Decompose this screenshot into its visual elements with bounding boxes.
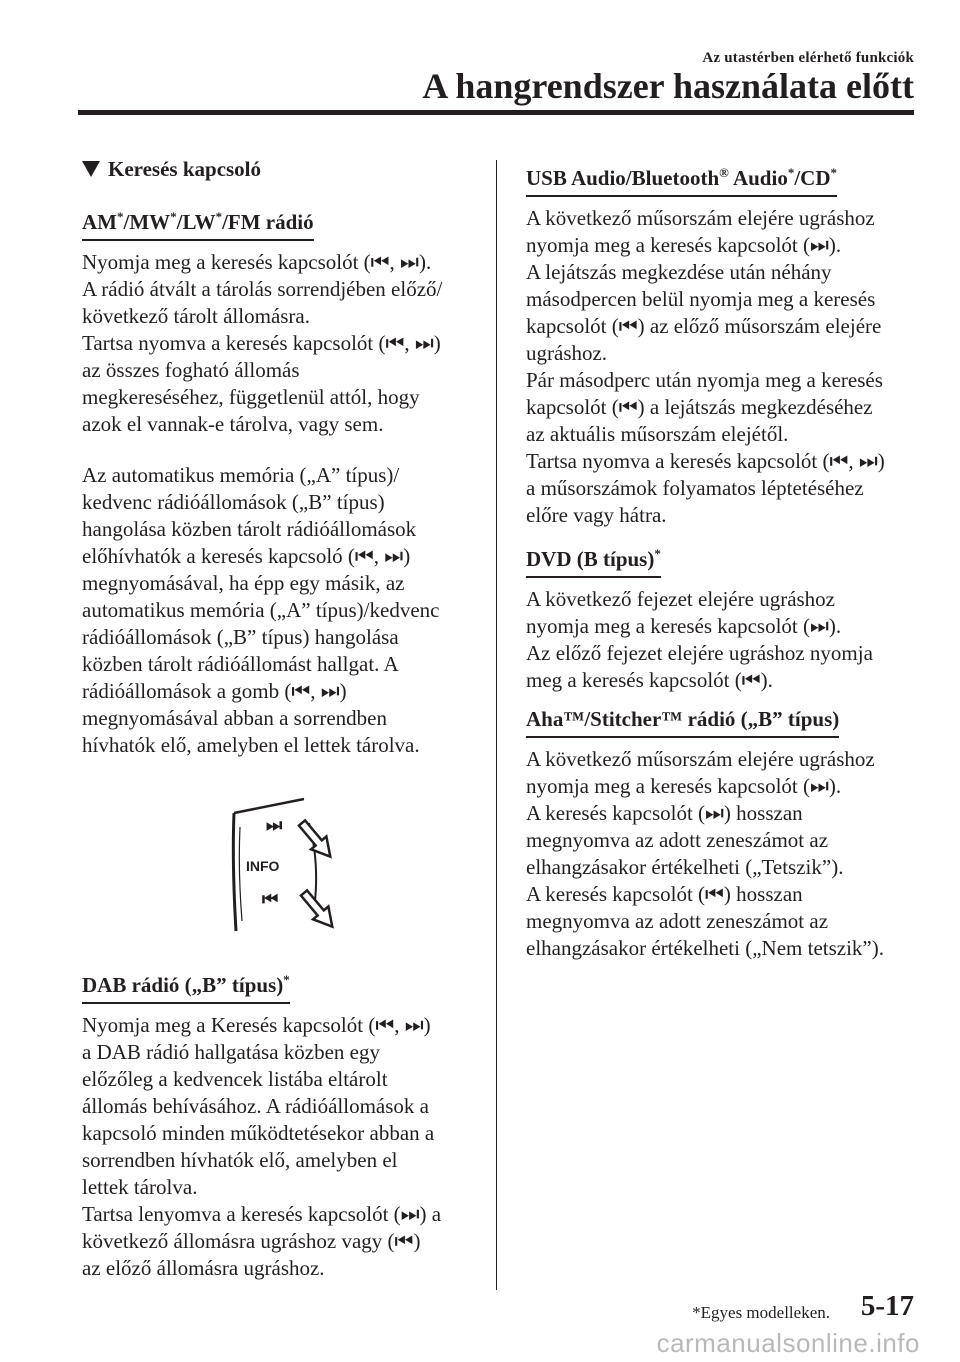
am-fm-paragraph-2: Az automatikus memória („A” típus)/ kedvenc rádióállomások („B” típus) hangolása közben tárolt rádióállomások előhívhatók a keresés kapcsoló (⏮, ⏭) megnyomásával, ha épp egy másik, az automatikus memória („A” típus)/kedvenc rádióállomások („B” típus) hangolása közben tárolt rádióállomást hallgat. A rádióállomások a gomb (⏮, ⏭) megnyomásával abban a sorrendben hívhatók elő, amelyben el lettek tárolva.: [82, 463, 440, 757]
section-heading-text: Keresés kapcsoló: [108, 157, 262, 181]
column-divider: [496, 160, 497, 1290]
aha-paragraph: A következő műsorszám elejére ugráshoz nyomja meg a keresés kapcsolót (⏭). A keresés kapcsolót (⏭) hosszan megnyomva az adott zeneszámot az elhangzásakor értékelheti („Tetszik”). A keresés kapcsolót (⏮) hosszan megnyomva az adott zeneszámot az elhangzásakor értékelheti („Nem tetszik”).: [526, 747, 884, 960]
press-arrow-icon: [296, 887, 340, 933]
prev-track-icon: ⏮: [262, 889, 279, 909]
header-rule: [78, 110, 914, 115]
page-number: 5-17: [860, 1290, 914, 1322]
triangle-bullet-icon: [82, 161, 100, 177]
info-label: INFO: [246, 858, 280, 874]
subheading-aha-stitcher: Aha™/Stitcher™ rádió („B” típus): [526, 704, 839, 738]
footnote: *Egyes modelleken.: [692, 1303, 830, 1322]
watermark: carmanualsonline.info: [656, 1328, 920, 1358]
seek-switch-illustration: [224, 793, 344, 933]
subheading-dab-radio: DAB rádió („B” típus)*: [82, 965, 290, 1004]
page-title: A hangrendszer használata előtt: [422, 66, 914, 106]
steering-panel-outline: [233, 813, 236, 931]
usb-paragraph: A következő műsorszám elejére ugráshoz nyomja meg a keresés kapcsolót (⏭). A lejátszás megkezdése után néhány másodpercen belül nyomja meg a keresés kapcsolót (⏮) az előző műsorszám elejére ugráshoz. Pár másodperc után nyomja meg a keresés kapcsolót (⏮) a lejátszás megkezdéséhez az aktuális műsorszám elejétől. Tartsa nyomva a keresés kapcsolót (⏮, ⏭) a műsorszámok folyamatos léptetéséhez előre vagy hátra.: [526, 206, 885, 527]
am-fm-paragraph-1: Nyomja meg a keresés kapcsolót (⏮, ⏭). A rádió átvált a tárolás sorrendjében előző/ következő tárolt állomásra. Tartsa nyomva a keresés kapcsolót (⏮, ⏭) az összes fogható állomás megkereséséhez, függetlenül attól, hogy azok el vannak-e tárolva, vagy sem.: [82, 250, 443, 436]
subheading-am-fm-radio: AM*/MW*/LW*/FM rádió: [82, 202, 314, 241]
dab-paragraph: Nyomja meg a Keresés kapcsolót (⏮, ⏭) a DAB rádió hallgatása közben egy előzőleg a kedvencek listába eltárolt állomás behívásához. A rádióállomások a kapcsoló minden működtetésekor abban a sorrendben hívhatók elő, amelyben el lettek tárolva. Tartsa lenyomva a keresés kapcsolót (⏭) a következő állomásra ugráshoz vagy (⏮) az előző állomásra ugráshoz.: [82, 1013, 442, 1280]
next-track-icon: ⏭: [266, 815, 283, 835]
subheading-dvd: DVD (B típus)*: [526, 539, 661, 578]
section-heading: [82, 152, 482, 186]
right-column: [526, 152, 924, 962]
running-header-section: Az utastérben elérhető funkciók: [702, 50, 914, 66]
dvd-paragraph: A következő fejezet elejére ugráshoz nyomja meg a keresés kapcsolót (⏭). Az előző fejezet elejére ugráshoz nyomja meg a keresés kapcsolót (⏮).: [526, 587, 873, 692]
subheading-usb-bluetooth-cd: USB Audio/Bluetooth® Audio*/CD*: [526, 158, 837, 197]
left-column: [82, 152, 482, 1282]
press-arrow-icon: [294, 817, 338, 864]
